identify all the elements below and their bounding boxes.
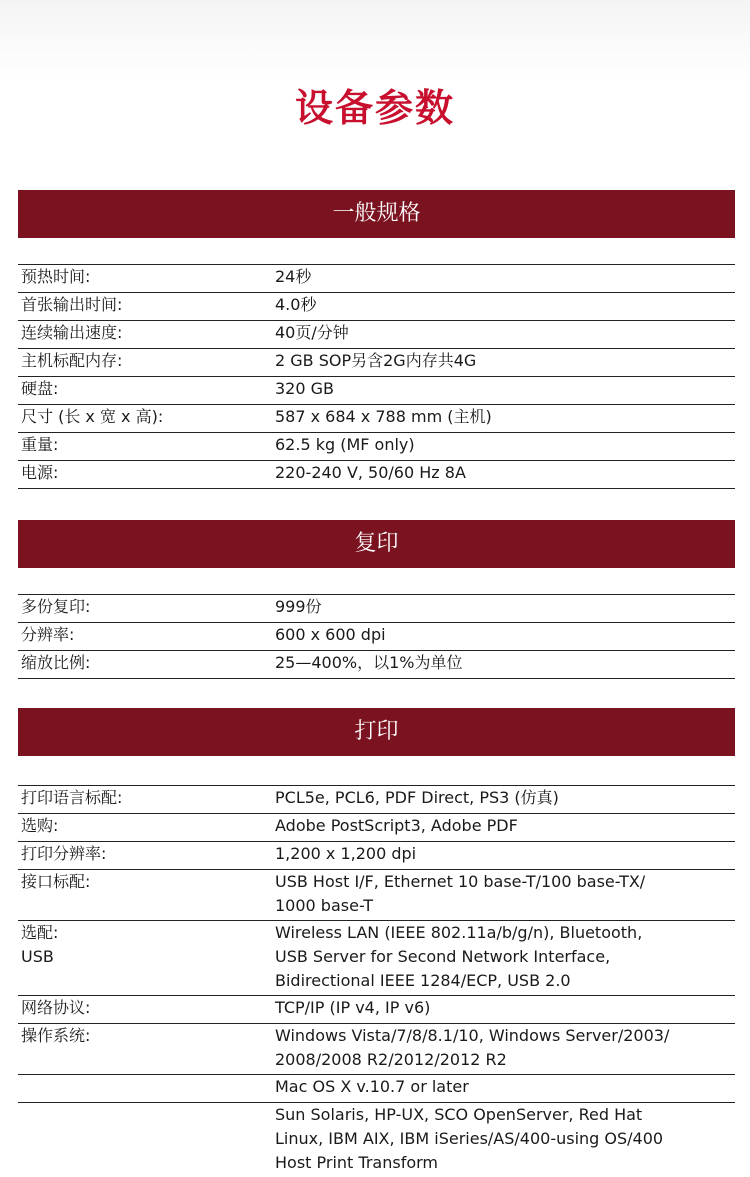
spec-row xyxy=(18,651,735,679)
spec-key: 尺寸 (长 x 宽 x 高): xyxy=(21,407,164,426)
spec-value: 40页/分钟 xyxy=(275,323,349,342)
spec-value: Mac OS X v.10.7 or later xyxy=(275,1077,469,1096)
spec-row xyxy=(18,321,735,349)
spec-key: 缩放比例: xyxy=(21,653,91,672)
spec-row xyxy=(18,870,735,921)
spec-key: 网络协议: xyxy=(21,998,91,1017)
spec-key: 主机标配内存: xyxy=(21,351,123,370)
spec-key: 预热时间: xyxy=(21,267,91,286)
spec-row xyxy=(18,921,735,996)
spec-key: 硬盘: xyxy=(21,379,59,398)
spec-key: 打印语言标配: xyxy=(21,788,123,807)
spec-key: 接口标配: xyxy=(21,872,91,891)
spec-value: 4.0秒 xyxy=(275,295,317,314)
spec-value: Adobe PostScript3, Adobe PDF xyxy=(275,816,518,835)
spec-key: 选配: USB xyxy=(21,923,59,966)
spec-row xyxy=(18,1024,735,1075)
spec-key: 分辨率: xyxy=(21,625,75,644)
section-header-print: 打印 xyxy=(18,708,735,756)
spec-value: Wireless LAN (IEEE 802.11a/b/g/n), Bluetooth, USB Server for Second Network Interface, Bidirectional IEEE 1284/ECP, USB 2.0 xyxy=(275,923,643,990)
spec-row xyxy=(18,814,735,842)
spec-key xyxy=(18,1103,271,1177)
spec-key: 选购: xyxy=(21,816,59,835)
spec-value: USB Host I/F, Ethernet 10 base-T/100 base-TX/ 1000 base-T xyxy=(275,872,646,915)
spec-value: 2 GB SOP另含2G内存共4G xyxy=(275,351,477,370)
spec-value: 24秒 xyxy=(275,267,312,286)
spec-value: Windows Vista/7/8/8.1/10, Windows Server/2003/ 2008/2008 R2/2012/2012 R2 xyxy=(275,1026,670,1069)
spec-table-copy xyxy=(18,594,735,679)
spec-key: 重量: xyxy=(21,435,59,454)
spec-row xyxy=(18,265,735,293)
spec-value: Sun Solaris, HP-UX, SCO OpenServer, Red Hat Linux, IBM AIX, IBM iSeries/AS/400-using OS/400 Host Print Transform xyxy=(275,1105,664,1172)
spec-row xyxy=(18,595,735,623)
spec-key: 操作系统: xyxy=(21,1026,91,1045)
spec-row xyxy=(18,349,735,377)
section-header-copy: 复印 xyxy=(18,520,735,568)
page-title: 设备参数 xyxy=(294,86,455,130)
spec-row xyxy=(18,1103,735,1177)
spec-row xyxy=(18,786,735,814)
spec-value: 220-240 V, 50/60 Hz 8A xyxy=(275,463,466,482)
spec-value: 320 GB xyxy=(275,379,334,398)
spec-row xyxy=(18,842,735,870)
spec-value: 999份 xyxy=(275,597,322,616)
spec-key: 连续输出速度: xyxy=(21,323,123,342)
spec-row xyxy=(18,293,735,321)
section-header-general: 一般规格 xyxy=(18,190,735,238)
spec-key: 首张输出时间: xyxy=(21,295,123,314)
spec-row xyxy=(18,623,735,651)
spec-row xyxy=(18,405,735,433)
spec-table-print xyxy=(18,785,735,1177)
spec-value: 587 x 684 x 788 mm (主机) xyxy=(275,407,492,426)
spec-value: 600 x 600 dpi xyxy=(275,625,386,644)
spec-value: 25—400%，以1%为单位 xyxy=(275,653,463,672)
spec-row xyxy=(18,996,735,1024)
spec-value: 1,200 x 1,200 dpi xyxy=(275,844,417,863)
spec-row xyxy=(18,433,735,461)
spec-table-general xyxy=(18,264,735,489)
spec-value: PCL5e, PCL6, PDF Direct, PS3 (仿真) xyxy=(275,788,559,807)
spec-value: TCP/IP (IP v4, IP v6) xyxy=(275,998,431,1017)
spec-row xyxy=(18,377,735,405)
spec-row xyxy=(18,461,735,489)
spec-key xyxy=(18,1075,271,1102)
spec-key: 多份复印: xyxy=(21,597,91,616)
spec-row xyxy=(18,1075,735,1103)
top-fade xyxy=(0,0,750,80)
spec-key: 打印分辨率: xyxy=(21,844,107,863)
spec-key: 电源: xyxy=(21,463,59,482)
spec-value: 62.5 kg (MF only) xyxy=(275,435,415,454)
